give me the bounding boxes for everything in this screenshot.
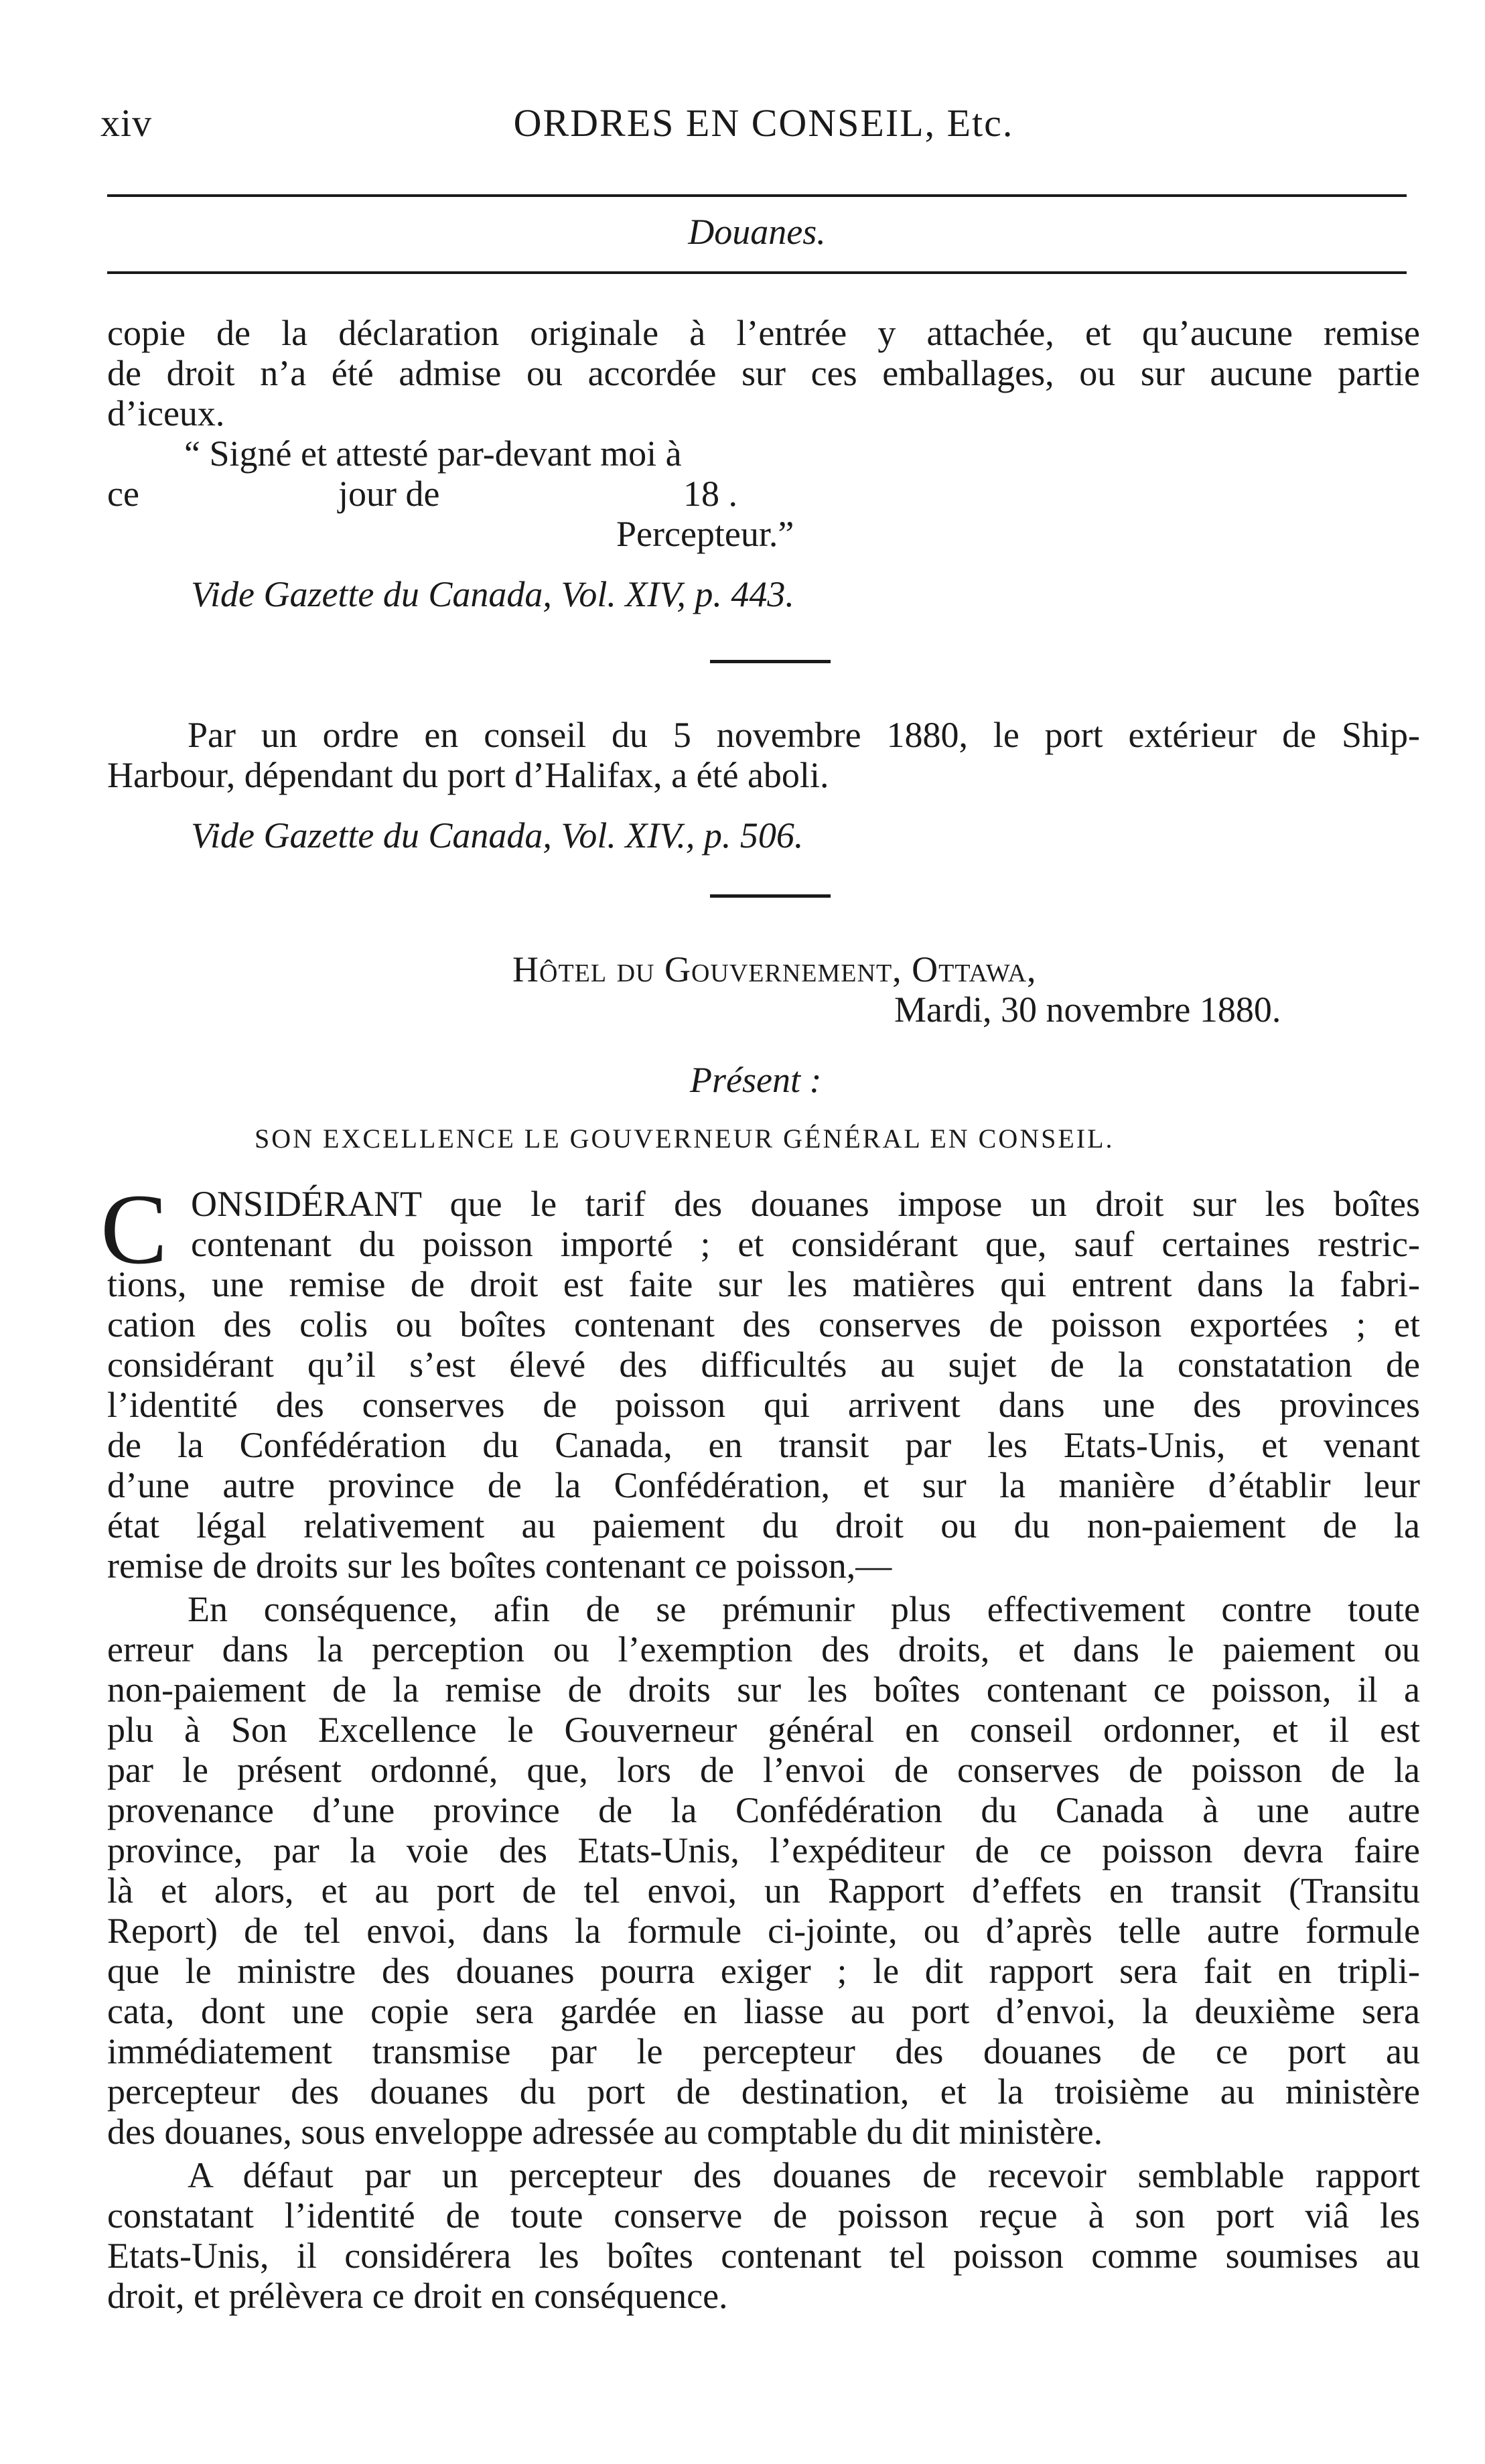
- text-line: droit, et prélèvera ce droit en conséquence.: [107, 2276, 728, 2316]
- text-line: ONSIDÉRANT que le tarif des douanes impose un droit sur les boîtes: [191, 1184, 1420, 1224]
- text-line: erreur dans la perception ou l’exemption des droits, et dans le paiement ou: [107, 1629, 1420, 1669]
- text-line: d’iceux.: [107, 393, 225, 433]
- text-line: d’une autre province de la Confédération, et sur la manière d’établir leur: [107, 1465, 1420, 1505]
- text-line: plu à Son Excellence le Gouverneur général en conseil ordonner, et il est: [107, 1710, 1420, 1750]
- attestation-year: 18 .: [683, 474, 737, 514]
- text-line: provenance d’une province de la Confédération du Canada à une autre: [107, 1790, 1420, 1830]
- text-line: contenant du poisson importé ; et considérant que, sauf certaines restric-: [191, 1224, 1420, 1264]
- text-line: copie de la déclaration originale à l’entrée y attachée, et qu’aucune remise: [107, 313, 1420, 353]
- text-line: percepteur des douanes du port de destination, et la troisième au ministère: [107, 2071, 1420, 2112]
- gazette-reference: Vide Gazette du Canada, Vol. XIV, p. 443.: [191, 574, 794, 614]
- order-place: Hôtel du Gouvernement, Ottawa,: [512, 949, 1037, 989]
- text-line: de droit n’a été admise ou accordée sur ces emballages, ou sur aucune partie: [107, 353, 1420, 393]
- attestation-line: “ Signé et attesté par-devant moi à: [184, 433, 682, 474]
- page-folio: xiv: [100, 101, 153, 145]
- text-line: immédiatement transmise par le percepteur des douanes de ce port au: [107, 2031, 1420, 2071]
- section-title: Douanes.: [688, 212, 826, 252]
- text-line: cation des colis ou boîtes contenant des conserves de poisson exportées ; et: [107, 1304, 1420, 1345]
- text-line: des douanes, sous enveloppe adressée au comptable du dit ministère.: [107, 2112, 1103, 2152]
- separator-rule: [710, 660, 831, 663]
- text-line: état légal relativement au paiement du droit ou du non-paiement de la: [107, 1505, 1420, 1546]
- text-line: province, par la voie des Etats-Unis, l’expéditeur de ce poisson devra faire: [107, 1830, 1420, 1870]
- text-line: que le ministre des douanes pourra exiger ; le dit rapport sera fait en tripli-: [107, 1951, 1420, 1991]
- text-line: Etats-Unis, il considérera les boîtes contenant tel poisson comme soumises au: [107, 2236, 1420, 2276]
- text-line: là et alors, et au port de tel envoi, un Rapport d’effets en transit (Transitu: [107, 1870, 1420, 1911]
- section-rule: [107, 271, 1407, 274]
- text-line: Report) de tel envoi, dans la formule ci-jointe, ou d’après telle autre formule: [107, 1911, 1420, 1951]
- text-line: En conséquence, afin de se prémunir plus effectivement contre toute: [188, 1589, 1420, 1629]
- text-line: considérant qu’il s’est élevé des difficultés au sujet de la constatation de: [107, 1345, 1420, 1385]
- text-line: non-paiement de la remise de droits sur les boîtes contenant ce poisson, il a: [107, 1669, 1420, 1710]
- text-line: l’identité des conserves de poisson qui arrivent dans une des provinces: [107, 1385, 1420, 1425]
- text-line: A défaut par un percepteur des douanes de recevoir semblable rapport: [188, 2155, 1420, 2195]
- council-heading: SON EXCELLENCE LE GOUVERNEUR GÉNÉRAL EN CONSEIL.: [255, 1123, 1115, 1154]
- text-line: Harbour, dépendant du port d’Halifax, a été aboli.: [107, 755, 829, 795]
- separator-rule: [710, 894, 831, 898]
- attestation-jour: jour de: [338, 474, 440, 514]
- text-line: remise de droits sur les boîtes contenant ce poisson,—: [107, 1546, 892, 1586]
- text-line: Par un ordre en conseil du 5 novembre 1880, le port extérieur de Ship-: [188, 715, 1420, 755]
- order-date: Mardi, 30 novembre 1880.: [894, 989, 1281, 1030]
- header-rule: [107, 194, 1407, 197]
- drop-cap: C: [100, 1174, 168, 1285]
- text-line: de la Confédération du Canada, en transit par les Etats-Unis, et venant: [107, 1425, 1420, 1465]
- text-line: constatant l’identité de toute conserve de poisson reçue à son port viâ les: [107, 2195, 1420, 2236]
- running-title: ORDRES EN CONSEIL, Etc.: [513, 101, 1014, 145]
- gazette-reference: Vide Gazette du Canada, Vol. XIV., p. 506.: [191, 815, 804, 855]
- text-line: tions, une remise de droit est faite sur les matières qui entrent dans la fabri-: [107, 1264, 1420, 1304]
- text-line: cata, dont une copie sera gardée en liasse au port d’envoi, la deuxième sera: [107, 1991, 1420, 2031]
- text-line: par le présent ordonné, que, lors de l’envoi de conserves de poisson de la: [107, 1750, 1420, 1790]
- present-label: Présent :: [690, 1060, 822, 1100]
- attestation-ce: ce: [107, 474, 139, 514]
- percepteur-signature: Percepteur.”: [616, 514, 794, 554]
